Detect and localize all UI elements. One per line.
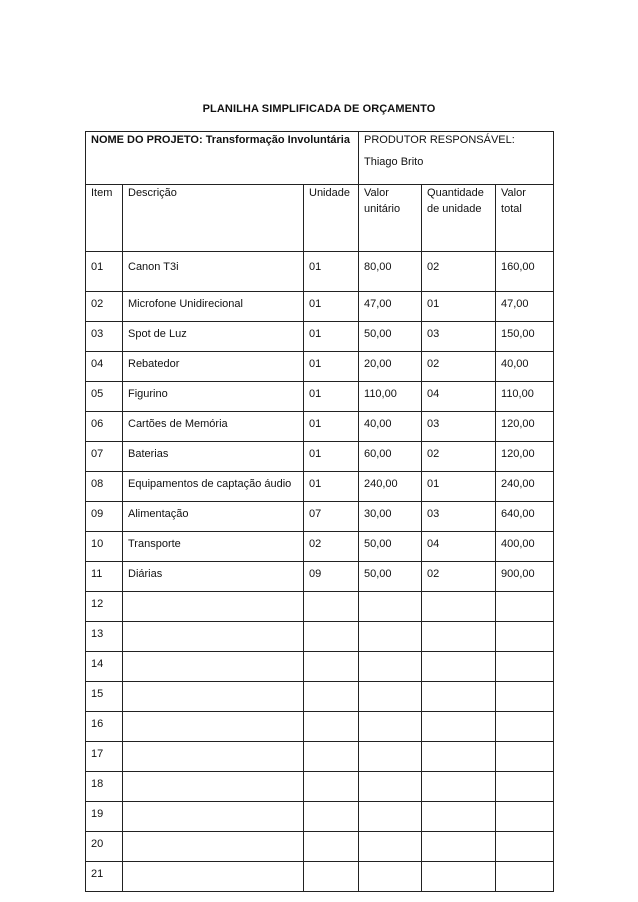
cell-description (123, 712, 304, 742)
cell-unit (304, 802, 359, 832)
cell-item: 07 (86, 442, 123, 472)
table-row (86, 352, 554, 382)
cell-unit (304, 862, 359, 892)
header-total-line1: Valor (501, 187, 526, 199)
cell-unit-value (359, 832, 422, 862)
cell-quantity (422, 862, 496, 892)
cell-item: 14 (86, 652, 123, 682)
cell-quantity: 03 (422, 412, 496, 442)
cell-total (496, 742, 554, 772)
table-row (86, 442, 554, 472)
cell-unit-value: 80,00 (359, 252, 422, 292)
table-row (86, 562, 554, 592)
cell-unit-value (359, 622, 422, 652)
table-row (86, 712, 554, 742)
cell-unit: 07 (304, 502, 359, 532)
cell-unit (304, 592, 359, 622)
table-row (86, 252, 554, 292)
cell-description: Cartões de Memória (123, 412, 304, 442)
table-row (86, 412, 554, 442)
header-unit-value-line2: unitário (364, 203, 401, 215)
cell-unit-value: 50,00 (359, 322, 422, 352)
cell-total: 40,00 (496, 352, 554, 382)
cell-total: 240,00 (496, 472, 554, 502)
cell-item: 17 (86, 742, 123, 772)
cell-item: 10 (86, 532, 123, 562)
cell-total: 400,00 (496, 532, 554, 562)
cell-quantity: 02 (422, 352, 496, 382)
cell-item: 04 (86, 352, 123, 382)
cell-quantity (422, 802, 496, 832)
cell-description: Baterias (123, 442, 304, 472)
cell-description: Figurino (123, 382, 304, 412)
cell-unit (304, 682, 359, 712)
cell-description (123, 622, 304, 652)
header-quantity-line2: de unidade (427, 203, 482, 215)
cell-quantity: 04 (422, 532, 496, 562)
cell-total (496, 712, 554, 742)
cell-unit: 02 (304, 532, 359, 562)
table-row (86, 502, 554, 532)
cell-total (496, 652, 554, 682)
cell-quantity: 02 (422, 562, 496, 592)
budget-table (85, 131, 554, 892)
cell-item: 21 (86, 862, 123, 892)
cell-quantity: 01 (422, 292, 496, 322)
header-description: Descrição (123, 185, 304, 252)
header-unit-value (359, 185, 422, 252)
project-header-row (86, 132, 554, 185)
column-header-row (86, 185, 554, 252)
cell-description (123, 592, 304, 622)
cell-unit-value (359, 592, 422, 622)
header-quantity (422, 185, 496, 252)
cell-item: 13 (86, 622, 123, 652)
cell-total (496, 622, 554, 652)
cell-unit: 01 (304, 472, 359, 502)
cell-description (123, 652, 304, 682)
cell-description: Rebatedor (123, 352, 304, 382)
cell-unit-value: 47,00 (359, 292, 422, 322)
header-total (496, 185, 554, 252)
table-row (86, 742, 554, 772)
cell-item: 05 (86, 382, 123, 412)
cell-description (123, 772, 304, 802)
table-row (86, 592, 554, 622)
producer-name: Thiago Brito (364, 156, 424, 168)
cell-description (123, 862, 304, 892)
cell-quantity: 02 (422, 442, 496, 472)
cell-item: 12 (86, 592, 123, 622)
cell-unit: 01 (304, 252, 359, 292)
cell-quantity (422, 772, 496, 802)
header-unit: Unidade (304, 185, 359, 252)
table-row (86, 832, 554, 862)
cell-total (496, 772, 554, 802)
table-row (86, 532, 554, 562)
cell-total: 110,00 (496, 382, 554, 412)
page-title: PLANILHA SIMPLIFICADA DE ORÇAMENTO (202, 103, 436, 115)
cell-description (123, 682, 304, 712)
cell-item: 08 (86, 472, 123, 502)
cell-unit-value: 40,00 (359, 412, 422, 442)
cell-unit-value (359, 682, 422, 712)
cell-unit (304, 742, 359, 772)
header-total-line2: total (501, 203, 522, 215)
cell-description (123, 742, 304, 772)
cell-item: 02 (86, 292, 123, 322)
table-row (86, 652, 554, 682)
cell-total: 120,00 (496, 442, 554, 472)
cell-unit-value: 30,00 (359, 502, 422, 532)
table-row (86, 802, 554, 832)
table-row (86, 292, 554, 322)
cell-unit-value: 240,00 (359, 472, 422, 502)
cell-item: 03 (86, 322, 123, 352)
cell-unit-value (359, 742, 422, 772)
cell-unit (304, 712, 359, 742)
table-row (86, 622, 554, 652)
table-row (86, 682, 554, 712)
cell-quantity (422, 622, 496, 652)
cell-total: 640,00 (496, 502, 554, 532)
header-item: Item (86, 185, 123, 252)
cell-unit-value (359, 772, 422, 802)
project-name: NOME DO PROJETO: Transformação Involuntária (91, 134, 350, 146)
cell-unit: 01 (304, 442, 359, 472)
cell-unit: 01 (304, 352, 359, 382)
cell-total (496, 682, 554, 712)
cell-quantity (422, 832, 496, 862)
cell-unit-value (359, 712, 422, 742)
cell-quantity: 01 (422, 472, 496, 502)
header-unit-value-line1: Valor (364, 187, 389, 199)
cell-description: Transporte (123, 532, 304, 562)
cell-total: 160,00 (496, 252, 554, 292)
cell-quantity (422, 712, 496, 742)
cell-description (123, 832, 304, 862)
cell-total: 900,00 (496, 562, 554, 592)
producer-label: PRODUTOR RESPONSÁVEL: (364, 134, 515, 146)
cell-total (496, 862, 554, 892)
cell-item: 15 (86, 682, 123, 712)
cell-unit-value (359, 802, 422, 832)
cell-unit (304, 622, 359, 652)
cell-total (496, 832, 554, 862)
cell-unit: 01 (304, 292, 359, 322)
cell-unit-value: 110,00 (359, 382, 422, 412)
cell-total: 150,00 (496, 322, 554, 352)
table-row (86, 772, 554, 802)
cell-item: 16 (86, 712, 123, 742)
cell-item: 06 (86, 412, 123, 442)
cell-description: Diárias (123, 562, 304, 592)
cell-unit-value: 20,00 (359, 352, 422, 382)
cell-item: 11 (86, 562, 123, 592)
cell-quantity: 03 (422, 322, 496, 352)
cell-description: Alimentação (123, 502, 304, 532)
cell-quantity (422, 682, 496, 712)
cell-unit: 01 (304, 322, 359, 352)
cell-total: 120,00 (496, 412, 554, 442)
cell-description: Microfone Unidirecional (123, 292, 304, 322)
cell-quantity (422, 592, 496, 622)
cell-item: 18 (86, 772, 123, 802)
table-row (86, 862, 554, 892)
cell-total: 47,00 (496, 292, 554, 322)
cell-description: Equipamentos de captação áudio (123, 472, 304, 502)
cell-quantity (422, 742, 496, 772)
cell-total (496, 592, 554, 622)
cell-item: 01 (86, 252, 123, 292)
cell-unit: 01 (304, 382, 359, 412)
cell-unit-value (359, 862, 422, 892)
header-quantity-line1: Quantidade (427, 187, 484, 199)
cell-description: Spot de Luz (123, 322, 304, 352)
table-row (86, 472, 554, 502)
cell-total (496, 802, 554, 832)
cell-unit-value: 50,00 (359, 532, 422, 562)
cell-unit (304, 772, 359, 802)
cell-item: 20 (86, 832, 123, 862)
cell-unit-value (359, 652, 422, 682)
cell-unit: 09 (304, 562, 359, 592)
producer-cell (359, 132, 554, 185)
cell-description: Canon T3i (123, 252, 304, 292)
cell-unit (304, 832, 359, 862)
cell-unit-value: 50,00 (359, 562, 422, 592)
cell-quantity: 02 (422, 252, 496, 292)
table-row (86, 322, 554, 352)
cell-quantity: 03 (422, 502, 496, 532)
cell-unit-value: 60,00 (359, 442, 422, 472)
cell-unit (304, 652, 359, 682)
project-name-cell (86, 132, 359, 185)
cell-quantity (422, 652, 496, 682)
cell-description (123, 802, 304, 832)
cell-unit: 01 (304, 412, 359, 442)
cell-quantity: 04 (422, 382, 496, 412)
cell-item: 09 (86, 502, 123, 532)
table-row (86, 382, 554, 412)
cell-item: 19 (86, 802, 123, 832)
